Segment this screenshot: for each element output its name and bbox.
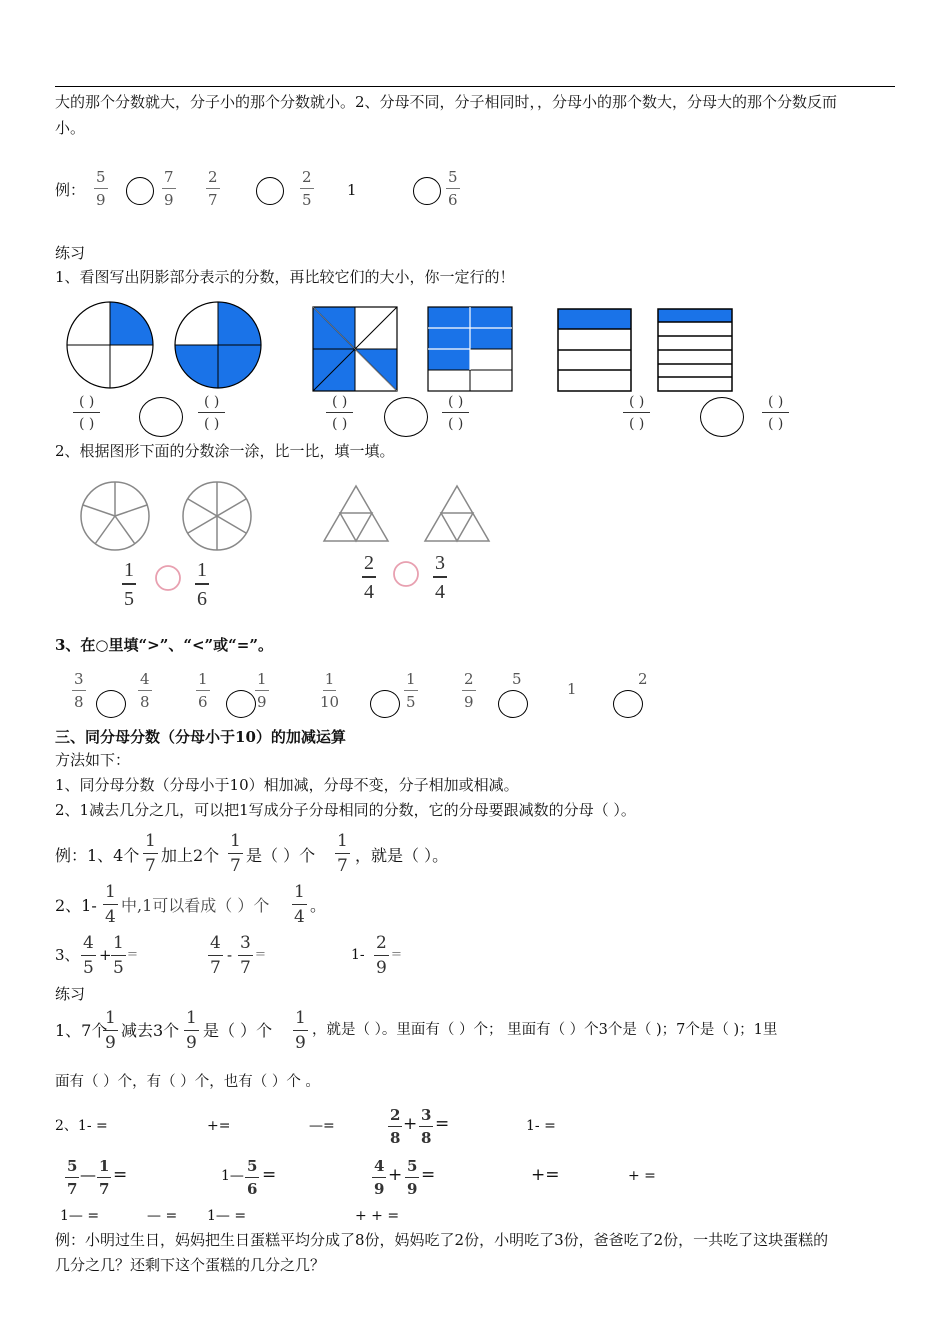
operator: = bbox=[391, 947, 402, 962]
question-1: 1、看图写出阴影部分表示的分数，再比较它们的大小，你一定行的！ bbox=[55, 268, 515, 286]
operator: 1- bbox=[351, 947, 365, 963]
example-label: 例： bbox=[55, 181, 86, 199]
number: 5 bbox=[512, 670, 522, 688]
exercise: 1— = bbox=[60, 1208, 100, 1224]
practice-text: 面有（ ）个，有（ ）个，也有（ ）个 。 bbox=[55, 1074, 320, 1090]
fraction: $\frac{5}{6}$ bbox=[448, 168, 458, 209]
example-text: 是（ ）个 bbox=[246, 846, 316, 865]
fraction: $\frac{2}{9}$ bbox=[376, 933, 387, 978]
example-text: 中,1可以看成（ ）个 bbox=[121, 896, 270, 915]
fraction: $\frac{3}{4}$ bbox=[435, 552, 445, 603]
fraction: $\frac{1}{6}$ bbox=[197, 559, 207, 610]
practice-heading: 练习 bbox=[55, 244, 86, 262]
operator: = bbox=[255, 947, 266, 962]
fraction: $\frac{1}{7}$ bbox=[337, 831, 348, 876]
question-3: 3、在○里填“>”、“<”或“=”。 bbox=[55, 636, 273, 654]
answer-blank[interactable]: ( ) ( ) bbox=[762, 395, 789, 433]
fraction: $\frac{4}{5}$ bbox=[83, 933, 94, 978]
compare-circle[interactable] bbox=[370, 690, 400, 718]
practice-text: 1、7个 bbox=[55, 1021, 108, 1040]
fraction: $\frac{5}{9}$ bbox=[96, 168, 106, 209]
fraction: $\frac{2}{5}$ bbox=[302, 168, 312, 209]
compare-circle[interactable] bbox=[613, 690, 643, 718]
answer-blank[interactable]: ( ) ( ) bbox=[442, 395, 469, 433]
fraction: $\frac{1}{10}$ bbox=[320, 670, 340, 711]
example-text: 。 bbox=[310, 896, 327, 915]
number: 1 bbox=[567, 680, 577, 698]
fraction: $\frac{2}{7}$ bbox=[208, 168, 218, 209]
intro-line-1: 大的那个分数就大，分子小的那个分数就小。2、分母不同，分子相同时，，分母小的那个数大，分母大的那个分数反而 bbox=[55, 93, 838, 111]
compare-circle[interactable] bbox=[156, 566, 180, 590]
answer-blank[interactable]: ( ) ( ) bbox=[73, 395, 100, 433]
operator: + bbox=[403, 1114, 418, 1134]
compare-circle[interactable] bbox=[394, 562, 418, 586]
fraction: $\frac{5}{7}$ bbox=[67, 1157, 78, 1198]
operator: + bbox=[388, 1165, 403, 1185]
intro-line-2: 小。 bbox=[55, 119, 86, 137]
fraction: $\frac{2}{8}$ bbox=[390, 1106, 401, 1147]
fraction: $\frac{1}{7}$ bbox=[99, 1157, 110, 1198]
answer-blank[interactable]: ( ) ( ) bbox=[326, 395, 353, 433]
fraction: $\frac{2}{4}$ bbox=[364, 552, 374, 603]
fraction: $\frac{1}{5}$ bbox=[406, 670, 416, 711]
fraction: $\frac{4}{8}$ bbox=[140, 670, 150, 711]
practice-text: 是（ ）个 bbox=[203, 1021, 273, 1040]
exercise: += bbox=[531, 1165, 560, 1185]
example-text: 3、 bbox=[55, 946, 80, 964]
exercise: + = bbox=[628, 1168, 656, 1184]
fraction: $\frac{1}{7}$ bbox=[230, 831, 241, 876]
question-2-figures bbox=[0, 0, 950, 620]
operator: = bbox=[127, 947, 138, 962]
fraction: $\frac{1}{9}$ bbox=[295, 1008, 306, 1053]
number: 2 bbox=[638, 670, 648, 688]
method-2: 2、1减去几分之几，可以把1写成分子分母相同的分数，它的分母要跟减数的分母（ ）。 bbox=[55, 801, 636, 819]
operator: 1— bbox=[221, 1168, 244, 1184]
exercise: 1— = bbox=[207, 1208, 247, 1224]
fraction: $\frac{3}{7}$ bbox=[240, 933, 251, 978]
practice-text: 减去3个 bbox=[121, 1021, 180, 1040]
question-2: 2、根据图形下面的分数涂一涂，比一比，填一填。 bbox=[55, 442, 395, 460]
fraction: $\frac{1}{4}$ bbox=[294, 882, 305, 927]
number-one: 1 bbox=[347, 181, 357, 199]
compare-circle[interactable] bbox=[96, 690, 126, 718]
fraction: $\frac{4}{9}$ bbox=[374, 1157, 385, 1198]
operator: = bbox=[421, 1165, 436, 1185]
fraction: $\frac{1}{9}$ bbox=[105, 1008, 116, 1053]
fraction: $\frac{1}{5}$ bbox=[124, 559, 134, 610]
fraction: $\frac{1}{4}$ bbox=[105, 882, 116, 927]
operator: = bbox=[435, 1114, 450, 1134]
fraction: $\frac{3}{8}$ bbox=[421, 1106, 432, 1147]
exercise: + + = bbox=[355, 1208, 400, 1224]
operator: - bbox=[227, 946, 233, 964]
section-3-title: 三、同分母分数（分母小于10）的加减运算 bbox=[55, 728, 346, 746]
operator: — bbox=[80, 1165, 96, 1184]
method-1: 1、同分母分数（分母小于10）相加减，分母不变，分子相加或相减。 bbox=[55, 776, 519, 794]
exercise: —= bbox=[309, 1118, 335, 1134]
operator: = bbox=[262, 1165, 277, 1185]
example-text: 2、1- bbox=[55, 896, 97, 915]
exercise: 1- = bbox=[526, 1118, 556, 1134]
operator: + bbox=[99, 946, 112, 964]
fraction: $\frac{1}{9}$ bbox=[186, 1008, 197, 1053]
fraction: $\frac{1}{5}$ bbox=[113, 933, 124, 978]
example-text: ，就是（ ）。 bbox=[355, 846, 449, 865]
fraction: $\frac{5}{6}$ bbox=[247, 1157, 258, 1198]
fraction: $\frac{3}{8}$ bbox=[74, 670, 84, 711]
compare-circle[interactable] bbox=[226, 690, 256, 718]
fraction: $\frac{1}{7}$ bbox=[145, 831, 156, 876]
fraction: $\frac{1}{9}$ bbox=[257, 670, 267, 711]
practice-heading: 练习 bbox=[55, 985, 86, 1003]
story-line-1: 例：小明过生日，妈妈把生日蛋糕平均分成了8份，妈妈吃了2份，小明吃了3份，爸爸吃了2份，一共吃了这块蛋糕的 bbox=[55, 1231, 829, 1249]
example-text: 加上2个 bbox=[161, 846, 220, 865]
fraction: $\frac{2}{9}$ bbox=[464, 670, 474, 711]
story-line-2: 几分之几？还剩下这个蛋糕的几分之几？ bbox=[55, 1256, 326, 1274]
example-text: 例：1、4个 bbox=[55, 846, 140, 865]
exercise: — = bbox=[147, 1208, 178, 1224]
practice-text: ，就是（ ）。里面有（ ）个； 里面有（ ）个3个是（ )；7个是（ )；1里 bbox=[312, 1022, 778, 1038]
exercise: 2、1- = bbox=[55, 1118, 108, 1134]
operator: = bbox=[113, 1165, 128, 1185]
exercise: += bbox=[207, 1118, 231, 1134]
fraction: $\frac{1}{6}$ bbox=[198, 670, 208, 711]
compare-circle[interactable] bbox=[498, 690, 528, 718]
fraction: $\frac{4}{7}$ bbox=[210, 933, 221, 978]
answer-blank[interactable]: ( ) ( ) bbox=[198, 395, 225, 433]
fraction: $\frac{7}{9}$ bbox=[164, 168, 174, 209]
fraction: $\frac{5}{9}$ bbox=[407, 1157, 418, 1198]
method-heading: 方法如下： bbox=[55, 751, 131, 769]
answer-blank[interactable]: ( ) ( ) bbox=[623, 395, 650, 433]
